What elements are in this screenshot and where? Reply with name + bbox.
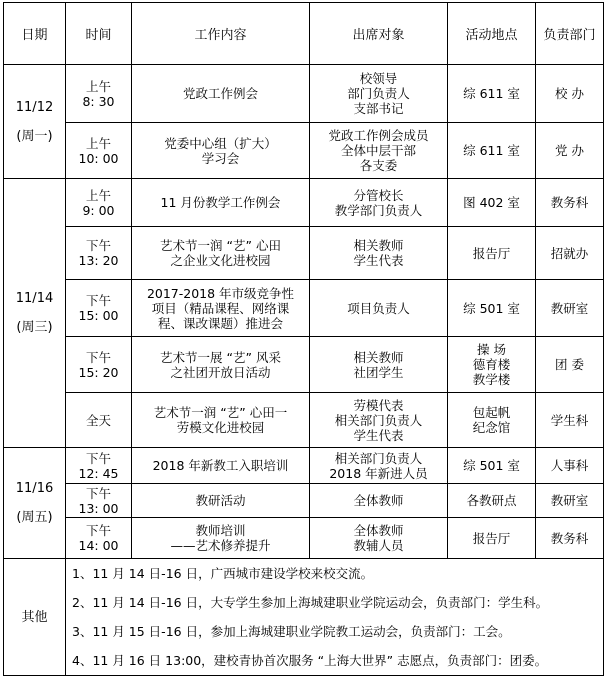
time-cell [66, 280, 132, 337]
date-label: 11/16 [15, 481, 54, 496]
other-row [4, 559, 604, 676]
cell-line: 报告厅 [472, 245, 511, 261]
date-label: 11/12 [15, 99, 54, 115]
cell-line: 9: 00 [82, 202, 115, 218]
cell-line: 纪念馆 [472, 420, 511, 435]
cell-line: 操 场 [477, 342, 506, 357]
attendees-cell [310, 484, 448, 518]
cell-line: 项目负责人 [347, 300, 410, 316]
cell-line: 下午 [85, 349, 111, 365]
cell-line: 德育楼 [472, 357, 511, 372]
cell-line: 综 501 室 [463, 300, 520, 316]
time-cell [66, 448, 132, 484]
date-label: 11/14 [15, 291, 54, 306]
table-row [4, 448, 604, 484]
time-cell [66, 227, 132, 280]
schedule-table [3, 2, 604, 676]
cell-line: 报告厅 [472, 530, 511, 546]
dept-cell: 学生科 [536, 393, 604, 448]
cell-line: 教师培训 [195, 523, 246, 538]
cell-line: 下午 [85, 238, 111, 253]
cell-line: 党委中心组（扩大） [164, 135, 277, 151]
cell-line: 艺术节一润 “艺” 心田一 [153, 405, 288, 420]
cell-line: 图 402 室 [463, 195, 520, 210]
cell-line: 13: 20 [78, 253, 119, 268]
date-spacer [6, 306, 63, 320]
cell-line: 14: 00 [78, 538, 119, 553]
cell-line: 党政工作例会 [182, 86, 258, 101]
date-cell [4, 65, 66, 179]
cell-line: 支部书记 [353, 101, 404, 116]
dept-cell: 人事科 [536, 448, 604, 484]
cell-line: 教研活动 [195, 493, 246, 508]
cell-line: 13: 00 [78, 500, 119, 516]
cell-line: 15: 00 [78, 308, 119, 323]
cell-line: 12: 45 [78, 465, 119, 481]
cell-line: 教学楼 [472, 372, 511, 387]
time-cell [66, 65, 132, 123]
content-cell [132, 280, 310, 337]
cell-line: 下午 [85, 523, 111, 538]
table-row [4, 280, 604, 337]
cell-line: 劳模文化进校园 [176, 420, 265, 435]
dept-cell: 教务科 [536, 518, 604, 559]
attendees-cell [310, 179, 448, 227]
cell-line: 相关部门负责人 [334, 450, 423, 466]
cell-line: 全体教师 [353, 493, 404, 508]
cell-line: 相关教师 [353, 349, 404, 365]
cell-line: 下午 [85, 485, 111, 501]
date-cell [4, 179, 66, 448]
cell-line: 程、课改课题）推进会 [157, 315, 283, 331]
cell-line: 2017-2018 年市级竞争性 [146, 285, 295, 301]
note-item: 2、11 月 14 日-16 日，大专学生参加上海城建职业学院运动会，负责部门：学生科。 [72, 595, 549, 610]
schedule-body [4, 65, 604, 676]
time-cell [66, 393, 132, 448]
cell-line: 8: 30 [82, 93, 115, 109]
location-cell [448, 227, 536, 280]
content-cell [132, 179, 310, 227]
dept-cell: 团 委 [536, 337, 604, 393]
attendees-cell [310, 448, 448, 484]
cell-line: 学习会 [201, 150, 240, 166]
header-row [4, 3, 604, 65]
table-row [4, 179, 604, 227]
cell-line: 党政工作例会成员 [328, 128, 429, 143]
cell-line: 全体中层干部 [340, 143, 416, 158]
date-cell [4, 448, 66, 559]
header-time: 时间 [66, 3, 132, 65]
table-row [4, 227, 604, 280]
dept-cell: 教研室 [536, 280, 604, 337]
attendees-cell [310, 227, 448, 280]
cell-line: 分管校长 [353, 187, 404, 203]
content-cell [132, 484, 310, 518]
location-cell [448, 484, 536, 518]
cell-line: 15: 20 [78, 364, 119, 380]
table-row [4, 393, 604, 448]
cell-line: 艺术节一展 “艺” 风采 [160, 349, 281, 365]
content-cell [132, 448, 310, 484]
cell-line: 上午 [85, 187, 111, 203]
time-cell [66, 484, 132, 518]
attendees-cell [310, 337, 448, 393]
attendees-cell [310, 65, 448, 123]
time-cell [66, 179, 132, 227]
date-spacer [6, 496, 63, 510]
cell-line: 相关部门负责人 [334, 412, 423, 428]
cell-line: 校领导 [359, 71, 398, 86]
location-cell [448, 179, 536, 227]
location-cell [448, 65, 536, 123]
location-cell [448, 337, 536, 393]
cell-line: 下午 [85, 293, 111, 308]
time-cell [66, 518, 132, 559]
cell-line: 各支委 [359, 158, 398, 173]
time-cell [66, 123, 132, 179]
header-date: 日期 [4, 3, 66, 65]
content-cell [132, 518, 310, 559]
cell-line: 综 611 室 [463, 143, 520, 158]
cell-line: 综 501 室 [463, 458, 520, 473]
cell-line: 相关教师 [353, 238, 404, 253]
cell-line: 教学部门负责人 [334, 202, 423, 218]
cell-line: 2018 年新进人员 [329, 465, 428, 481]
cell-line: 11 月份教学工作例会 [160, 195, 281, 210]
dept-cell: 教务科 [536, 179, 604, 227]
cell-line: 学生代表 [353, 427, 404, 443]
note-item: 1、11 月 14 日-16 日，广西城市建设学校来校交流。 [72, 566, 374, 581]
cell-line: 部门负责人 [347, 86, 410, 101]
time-cell [66, 337, 132, 393]
location-cell [448, 518, 536, 559]
attendees-cell [310, 123, 448, 179]
cell-line: 学生代表 [353, 253, 404, 268]
header-attendees: 出席对象 [310, 3, 448, 65]
location-cell [448, 123, 536, 179]
table-row [4, 337, 604, 393]
content-cell [132, 337, 310, 393]
cell-line: 各教研点 [466, 493, 517, 508]
header-content: 工作内容 [132, 3, 310, 65]
table-row [4, 518, 604, 559]
weekday-label: (周三) [16, 320, 53, 335]
attendees-cell [310, 280, 448, 337]
header-dept: 负责部门 [536, 3, 604, 65]
cell-line: 综 611 室 [463, 86, 520, 101]
table-row [4, 123, 604, 179]
cell-line: 艺术节一润 “艺” 心田 [160, 238, 281, 253]
content-cell [132, 393, 310, 448]
cell-line: 上午 [85, 78, 111, 94]
note-item: 3、11 月 15 日-16 日，参加上海城建职业学院教工运动会，负责部门：工会。 [72, 624, 511, 639]
dept-cell: 党 办 [536, 123, 604, 179]
table-row [4, 65, 604, 123]
dept-cell: 校 办 [536, 65, 604, 123]
cell-line: ——艺术修养提升 [170, 538, 271, 553]
table-row [4, 484, 604, 518]
other-label: 其他 [4, 559, 66, 676]
weekday-label: (周一) [16, 128, 53, 144]
cell-line: 包起帆 [472, 405, 511, 420]
weekday-label: (周五) [16, 510, 53, 525]
attendees-cell [310, 393, 448, 448]
cell-line: 之企业文化进校园 [170, 253, 271, 268]
dept-cell: 教研室 [536, 484, 604, 518]
location-cell [448, 393, 536, 448]
dept-cell: 招就办 [536, 227, 604, 280]
cell-line: 2018 年新教工入职培训 [152, 458, 289, 473]
date-spacer [6, 115, 63, 129]
content-cell [132, 227, 310, 280]
attendees-cell [310, 518, 448, 559]
cell-line: 教辅人员 [353, 538, 404, 553]
cell-line: 之社团开放日活动 [170, 364, 271, 380]
cell-line: 社团学生 [353, 364, 404, 380]
location-cell [448, 280, 536, 337]
cell-line: 下午 [85, 450, 111, 466]
content-cell [132, 123, 310, 179]
cell-line: 10: 00 [78, 150, 119, 166]
location-cell [448, 448, 536, 484]
header-location: 活动地点 [448, 3, 536, 65]
cell-line: 劳模代表 [353, 397, 404, 413]
note-item: 4、11 月 16 日 13:00，建校青协首次服务 “上海大世界” 志愿点，负责部门：团委。 [72, 653, 548, 668]
cell-line: 上午 [85, 135, 111, 151]
cell-line: 全天 [85, 412, 111, 428]
other-notes [66, 559, 604, 676]
cell-line: 全体教师 [353, 523, 404, 538]
cell-line: 项目（精品课程、网络课 [151, 300, 290, 316]
content-cell [132, 65, 310, 123]
